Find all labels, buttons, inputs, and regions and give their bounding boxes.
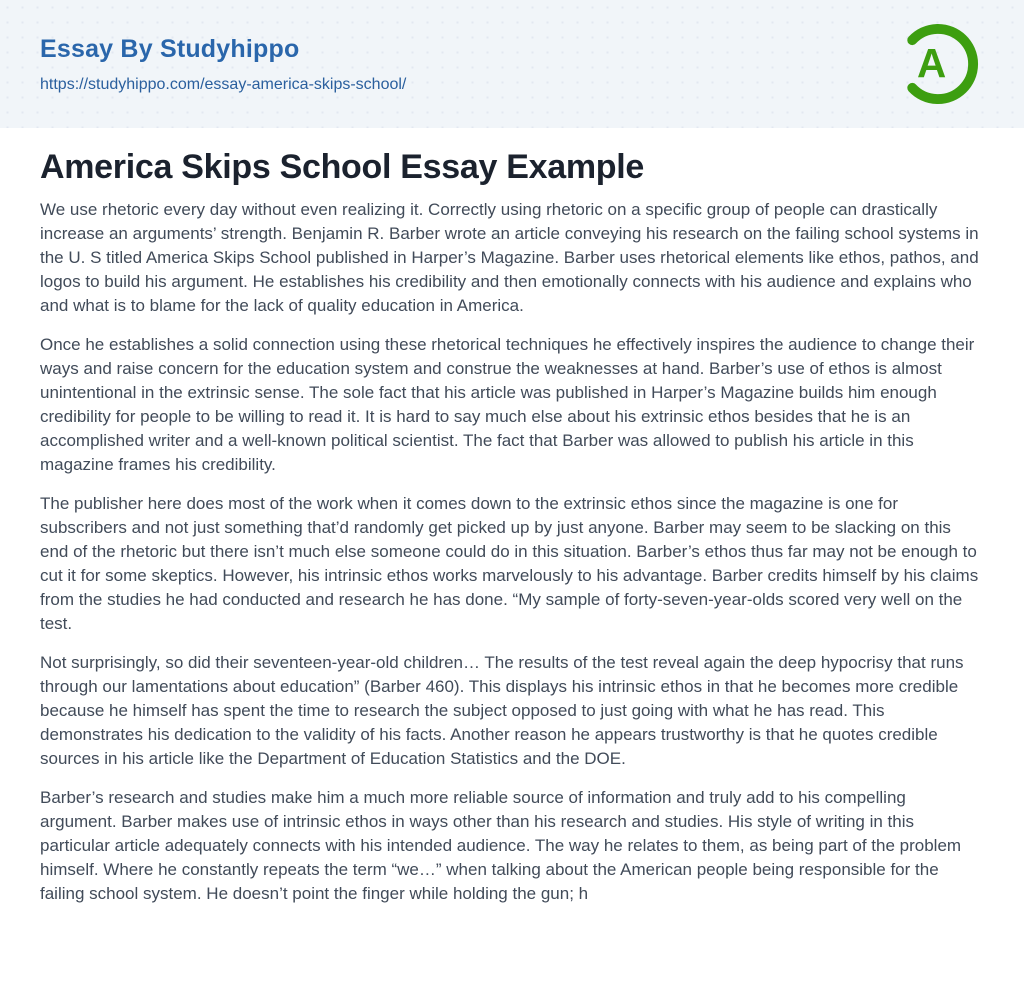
- header-text-block: [40, 35, 406, 94]
- essay-paragraphs: [40, 198, 984, 906]
- essay-paragraph: We use rhetoric every day without even realizing it. Correctly using rhetoric on a specific group of people can drastically increase an arguments’ strength. Benjamin R. Barber wrote an article conveying his research on the failing school systems in the U. S titled America Skips School published in Harper’s Magazine. Barber uses rhetorical elements like ethos, pathos, and logos to build his argument. He establishes his credibility and then emotionally connects with his audience and explains who and what is to blame for the lack of quality education in America.: [40, 200, 979, 315]
- essay-paragraph: Barber’s research and studies make him a much more reliable source of information and truly add to his compelling argument. Barber makes use of intrinsic ethos in ways other than his research and studies. His style of writing in this particular article adequately connects with his intended audience. The way he relates to them, as being part of the problem himself. Where he constantly repeats the term “we…” when talking about the American people being responsible for the failing school system. He doesn’t point the finger while holding the gun; h: [40, 788, 962, 903]
- site-title: Essay By Studyhippo: [40, 34, 300, 63]
- essay-content: [0, 147, 1024, 906]
- studyhippo-logo: [892, 19, 982, 109]
- essay-paragraph: Not surprisingly, so did their seventeen-year-old children… The results of the test reveal again the deep hypocrisy that runs through our lamentations about education” (Barber 460). This displays his intrinsic ethos in that he becomes more credible because he himself has spent the time to research the subject opposed to just going with what he has read. This demonstrates his dedication to the validity of his facts. Another reason he appears trustworthy is that he quotes credible sources in his article like the Department of Education Statistics and the DOE.: [40, 653, 964, 768]
- logo-letter: A: [916, 40, 947, 87]
- essay-paragraph: Once he establishes a solid connection using these rhetorical techniques he effectively inspires the audience to change their ways and raise concern for the education system and construe the weaknesses at hand. Barber’s use of ethos is almost unintentional in the extrinsic sense. The sole fact that his article was published in Harper’s Magazine builds him enough credibility for people to be willing to read it. It is hard to say much else about his extrinsic ethos besides that he is an accomplished writer and a well-known political scientist. The fact that Barber was allowed to publish his article in this magazine frames his credibility.: [40, 335, 975, 474]
- essay-title: America Skips School Essay Example: [40, 148, 644, 186]
- page-header: [0, 0, 1024, 128]
- open-circle-a-icon: [892, 19, 982, 109]
- essay-paragraph: The publisher here does most of the work when it comes down to the extrinsic ethos since the magazine is one for subscribers and not just something that’d randomly get picked up by just anyone. Barber may seem to be slacking on this end of the rhetoric but there isn’t much else someone could do in this situation. Barber’s ethos thus far may not be enough to cut it for some skeptics. However, his intrinsic ethos works marvelously to his advantage. Barber credits himself by his claims from the studies he had conducted and research he has done. “My sample of forty-seven-year-olds scored very well on the test.: [40, 494, 979, 633]
- page-url-link[interactable]: https://studyhippo.com/essay-america-skips-school/: [40, 75, 407, 93]
